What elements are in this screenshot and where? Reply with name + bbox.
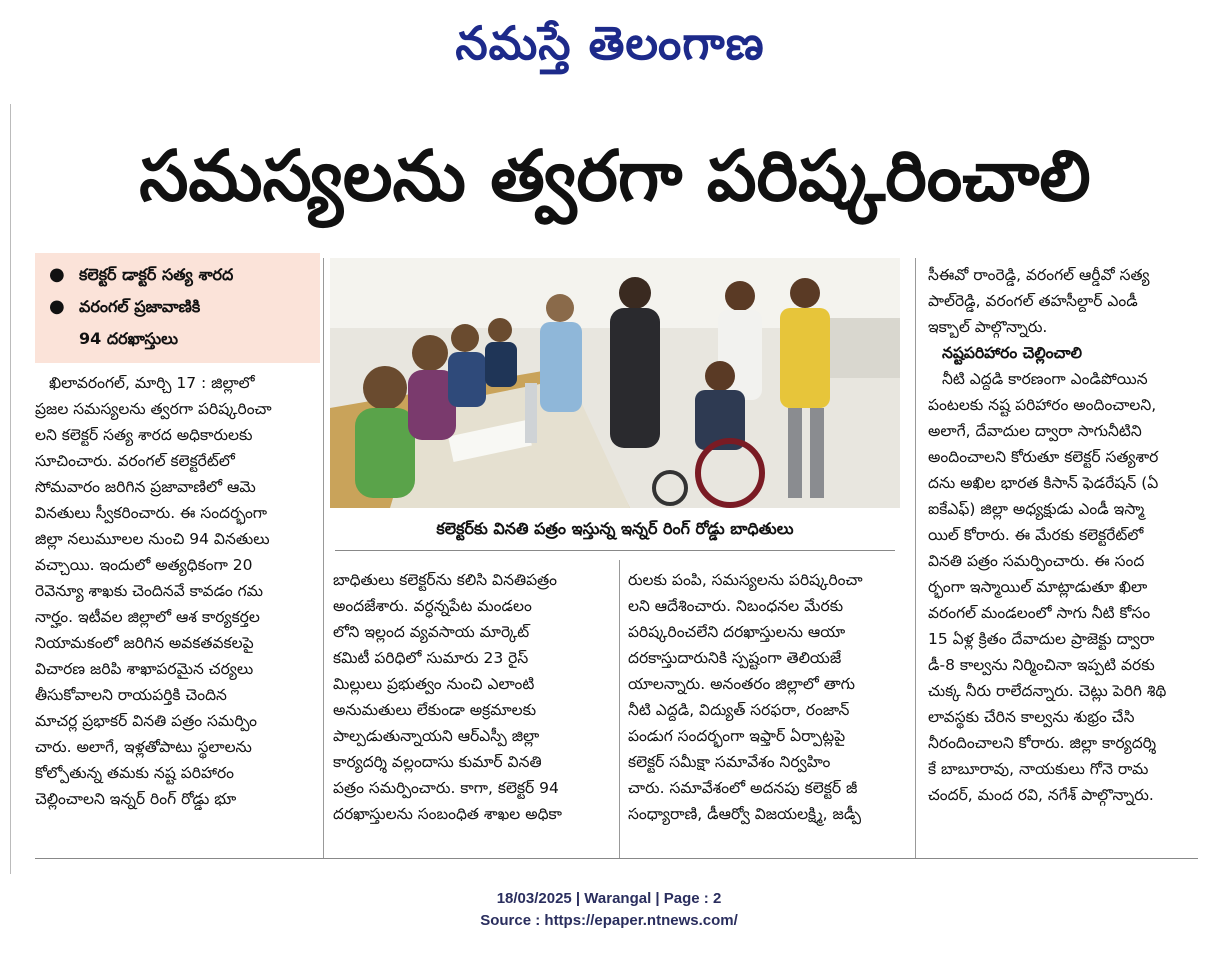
text-line: కమిటీ పరిధిలో సుమారు 23 రైస్	[333, 649, 529, 667]
bullet-icon: ●	[49, 264, 65, 285]
text-line: నియామకంలో జరిగిన అవకతవకలపై	[35, 634, 254, 652]
text-line: పరిష్కరించలేని దరఖాస్తులను ఆయా	[628, 623, 846, 641]
footer-date-edition: 18/03/2025 | Warangal | Page : 2	[496, 890, 722, 907]
text-line: దరఖాస్తులను సంబంధిత శాఖల అధికా	[333, 805, 562, 823]
text-line: ర్భంగా ఇస్మాయిల్ మాట్లాడుతూ ఖిలా	[928, 578, 1148, 596]
text-line: పాల్‌రెడ్డి, వరంగల్ తహసీల్దార్ ఎండీ	[928, 292, 1138, 310]
text-line: మిల్లులు ప్రభుత్వం నుంచి ఎలాంటి	[333, 675, 535, 693]
text-line: చందర్, మంద రవి, నగేశ్ పాల్గొన్నారు.	[928, 786, 1154, 804]
page-footer	[0, 888, 1218, 932]
text-line: యిల్ కోరారు. ఈ మేరకు కలెక్టరేట్‌లో	[928, 526, 1144, 544]
text-line: బాధితులు కలెక్టర్‌ను కలిసి వినతిపత్రం	[333, 571, 558, 589]
text-line: రెవెన్యూ శాఖకు చెందినవే కావడం గమ	[35, 582, 264, 600]
text-line: అనుమతులు లేకుండా అక్రమాలకు	[333, 701, 537, 719]
text-line: దను అఖిల భారత కిసాన్ ఫెడరేషన్ (ఏ	[928, 474, 1159, 492]
sub-heading: నష్టపరిహారం చెల్లించాలి	[942, 344, 1082, 362]
text-line: డీ-8 కాల్వను నిర్మించినా ఇప్పటి వరకు	[928, 656, 1155, 674]
text-line: లని కలెక్టర్ సత్య శారద అధికారులకు	[35, 426, 253, 444]
text-line: ఐకేఎఫ్) జిల్లా అధ్యక్షుడు ఎండీ ఇస్మా	[928, 500, 1145, 518]
text-line: వచ్చాయి. ఇందులో అత్యధికంగా 20	[35, 556, 253, 574]
text-line: తీసుకోవాలని రాయపర్తికి చెందిన	[35, 686, 227, 704]
text-line: వరంగల్ మండలంలో సాగు నీటి కోసం	[928, 604, 1151, 622]
article-column-4	[928, 262, 1198, 808]
text-line: వినతి పత్రం సమర్పించారు. ఈ సంద	[928, 552, 1145, 570]
footer-source: Source : https://epaper.ntnews.com/	[480, 912, 738, 929]
text-line: కోల్పోతున్న తమకు నష్ట పరిహారం	[35, 764, 234, 782]
text-line: సీఈవో రాంరెడ్డి, వరంగల్ ఆర్డీవో సత్య	[928, 266, 1150, 284]
text-line: దరకాస్తుదారునికి స్పష్టంగా తెలియజే	[628, 649, 842, 667]
highlight-item	[45, 291, 314, 355]
text-line: నీరందించాలని కోరారు. జిల్లా కార్యదర్శి	[928, 734, 1157, 752]
highlights-box	[35, 253, 320, 363]
article-column-3	[628, 567, 900, 827]
text-line: చారు. అలాగే, ఇళ్లతోపాటు స్థలాలను	[35, 738, 252, 756]
text-line: ఖిలావరంగల్, మార్చి 17 : జిల్లాలో	[49, 374, 255, 392]
text-line: వినతులు స్వీకరించారు. ఈ సందర్భంగా	[35, 504, 268, 522]
text-line: కార్యదర్శి వల్లందాసు కుమార్ వినతి	[333, 753, 542, 771]
highlight-text: కలెక్టర్ డాక్టర్ సత్య శారద	[79, 265, 234, 284]
highlight-text: వరంగల్ ప్రజావాణికి	[79, 297, 201, 316]
text-line: చారు. సమావేశంలో అదనపు కలెక్టర్ జీ	[628, 779, 858, 797]
text-line: యాలన్నారు. అనంతరం జిల్లాలో తాగు	[628, 675, 856, 693]
text-line: పంటలకు నష్ట పరిహారం అందించాలని,	[928, 396, 1157, 414]
text-line: నీటి ఎద్దడి, విద్యుత్ సరఫరా, రంజాన్	[628, 701, 850, 719]
photo-illustration	[330, 258, 900, 508]
article-headline: సమస్యలను త్వరగా పరిష్కరించాలి	[139, 135, 1091, 217]
article-column-2	[333, 567, 613, 827]
column-divider	[915, 258, 916, 858]
text-line: సూచించారు. వరంగల్ కలెక్టరేట్‌లో	[35, 452, 235, 470]
text-line: లోని ఇల్లంద వ్యవసాయ మార్కెట్	[333, 623, 530, 641]
text-line: జిల్లా నలుమూలల నుంచి 94 వినతులు	[35, 530, 270, 548]
text-line: రులకు పంపి, సమస్యలను పరిష్కరించా	[628, 571, 863, 589]
text-line: సంధ్యారాణి, డీఆర్వో విజయలక్ష్మి, జడ్పీ	[628, 805, 862, 823]
text-line: ప్రజల సమస్యలను త్వరగా పరిష్కరించా	[35, 400, 272, 418]
column-divider	[323, 258, 324, 858]
text-line: కే బాబూరావు, నాయకులు గోనె రామ	[928, 760, 1149, 778]
text-line: కలెక్టర్ సమీక్షా సమావేశం నిర్వహిం	[628, 753, 831, 771]
highlight-text-continued: 94 దరఖాస్తులు	[79, 329, 179, 348]
text-line: లని ఆదేశించారు. నిబంధనల మేరకు	[628, 597, 844, 615]
text-line: అందజేశారు. వర్ధన్నపేట మండలం	[333, 597, 532, 615]
page-border	[10, 104, 11, 874]
text-line: పండుగ సందర్భంగా ఇఫ్తార్ ఏర్పాట్లపై	[628, 727, 846, 745]
text-line: పత్రం సమర్పించారు. కాగా, కలెక్టర్ 94	[333, 779, 559, 797]
masthead-logo: నమస్తే తెలంగాణ	[455, 16, 765, 70]
article-bottom-border	[35, 858, 1198, 859]
column-divider	[619, 560, 620, 858]
text-line: అందించాలని కోరుతూ కలెక్టర్ సత్యశార	[928, 448, 1159, 466]
text-line: 15 ఏళ్ల క్రితం దేవాదుల ప్రాజెక్టు ద్వారా	[928, 630, 1155, 648]
text-line: ఇక్బాల్ పాల్గొన్నారు.	[928, 318, 1048, 336]
highlight-item	[45, 259, 314, 291]
text-line: సోమవారం జరిగిన ప్రజావాణిలో ఆమె	[35, 478, 256, 496]
bullet-icon: ●	[49, 296, 65, 317]
text-line: పాల్పడుతున్నాయని ఆర్ఎస్పీ జిల్లా	[333, 727, 540, 745]
text-line: అలాగే, దేవాదుల ద్వారా సాగునీటిని	[928, 422, 1142, 440]
photo-caption: కలెక్టర్‌కు వినతి పత్రం ఇస్తున్న ఇన్నర్ రింగ్ రోడ్డు బాధితులు	[436, 519, 794, 538]
text-line: విచారణ జరిపి శాఖాపరమైన చర్యలు	[35, 660, 254, 678]
text-line: చుక్క నీరు రాలేదన్నారు. చెట్లు పెరిగి శిథి	[928, 682, 1167, 700]
text-line: లావస్థకు చేరిన కాల్వను శుభ్రం చేసి	[928, 708, 1135, 726]
article-column-1	[35, 370, 317, 812]
text-line: చెల్లించాలని ఇన్నర్ రింగ్ రోడ్డు భూ	[35, 790, 237, 808]
text-line: మాచర్ల ప్రభాకర్ వినతి పత్రం సమర్పిం	[35, 712, 257, 730]
text-line: నీటి ఎద్దడి కారణంగా ఎండిపోయిన	[942, 370, 1148, 388]
text-line: నార్హం. ఇటీవల జిల్లాలో ఆశ కార్యకర్తల	[35, 608, 260, 626]
news-photo	[330, 258, 900, 508]
caption-divider	[335, 550, 895, 551]
